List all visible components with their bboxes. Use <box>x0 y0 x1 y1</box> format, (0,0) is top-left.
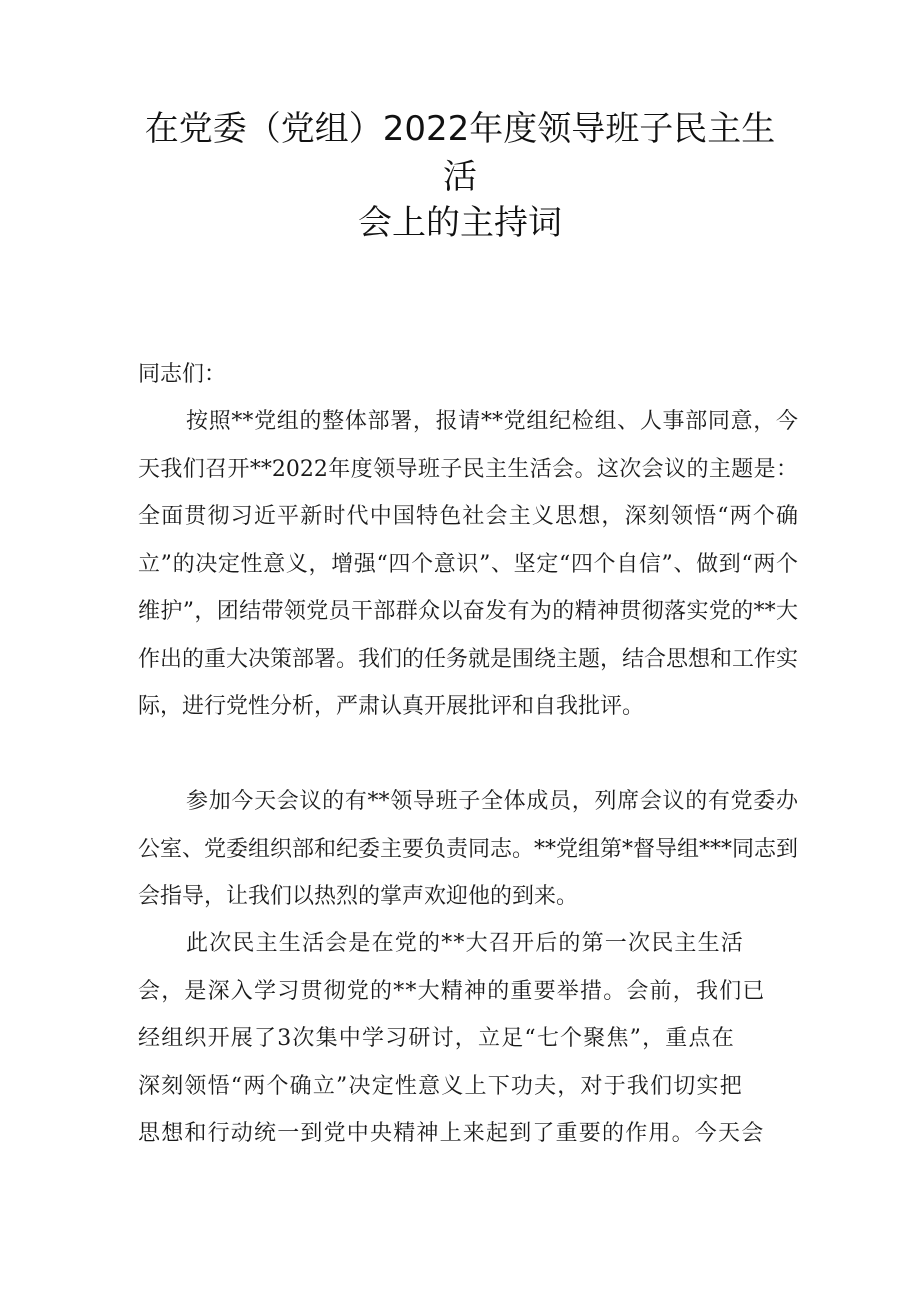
paragraph-3-line: 深刻领悟“两个确立”决定性意义上下功夫，对于我们切实把 <box>138 1073 743 1099</box>
paragraph-3 <box>138 920 788 1158</box>
paragraph-3-line: 会，是深入学习贯彻党的**大精神的重要举措。会前，我们已 <box>138 978 766 1004</box>
document-title-line-2: 活 <box>443 157 477 197</box>
document-title-line-3: 会上的主持词 <box>358 203 562 243</box>
paragraph-3-line: 经组织开展了3次集中学习研讨，立足“七个聚焦”，重点在 <box>138 1026 735 1051</box>
paragraph-2: 参加今天会议的有**领导班子全体成员，列席会议的有党委办公室、党委组织部和纪委主要负责同志。**党组第*督导组***同志到会指导，让我们以热烈的掌声欢迎他的到来。 <box>138 789 799 909</box>
document-title-line-1: 在党委（党组）2022年度领导班子民主生 <box>144 109 776 149</box>
paragraph-3-line: 此次民主生活会是在党的**大召开后的第一次民主生活 <box>186 931 745 956</box>
paragraph-3-line: 思想和行动统一到党中央精神上来起到了重要的作用。今天会 <box>138 1121 765 1146</box>
salutation: 同志们： <box>138 362 227 387</box>
paragraph-1: 按照**党组的整体部署，报请**党组纪检组、人事部同意，今天我们召开**2022年度领导班子民主生活会。这次会议的主题是：全面贯彻习近平新时代中国特色社会主义思想，深刻领悟“两个确立”的决定性意义，增强“四个意识”、坚定“四个自信”、做到“两个维护”，团结带领党员干部群众以奋发有为的精神贯彻落实党的**大作出的重大决策部署。我们的任务就是围绕主题，结合思想和工作实际，进行党性分析，严肃认真开展批评和自我批评。 <box>138 409 799 719</box>
